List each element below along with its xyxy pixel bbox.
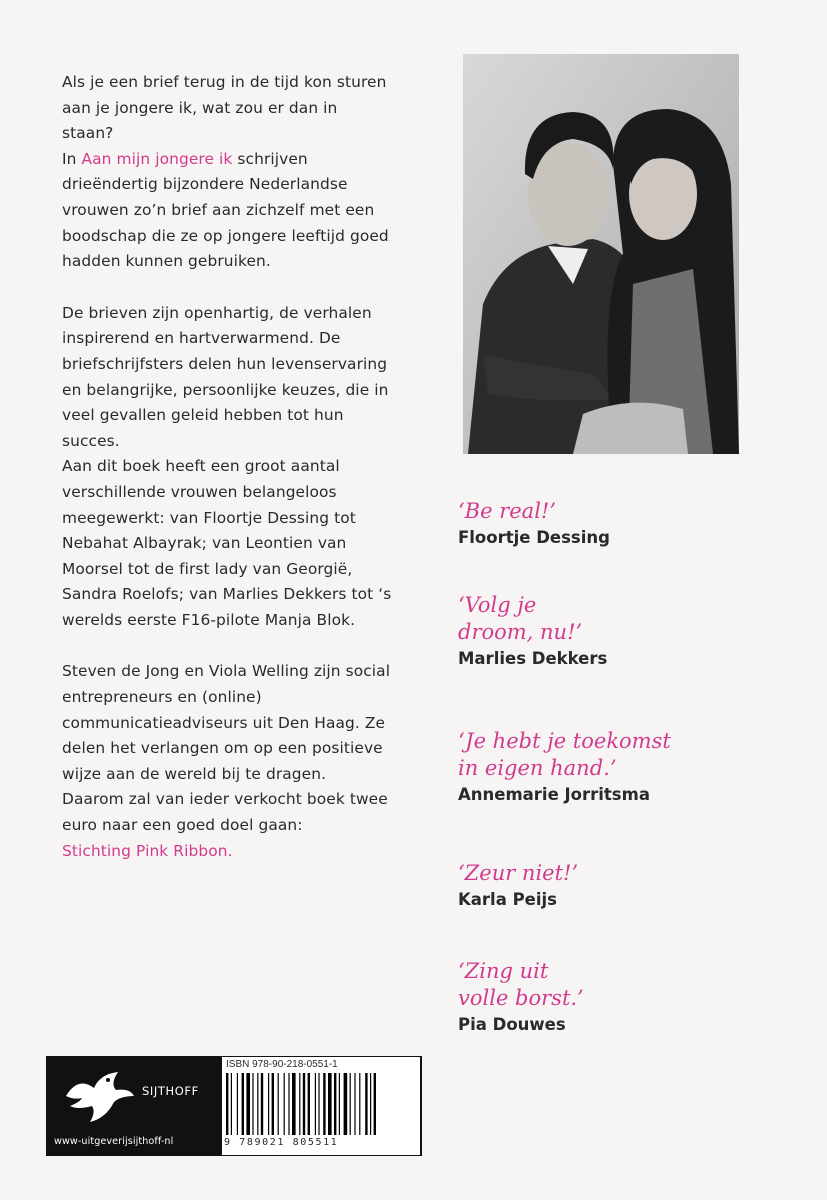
authors-paragraph: Steven de Jong en Viola Welling zijn social entrepreneurs en (online) communicatieadviseurs uit Den Haag. Ze delen het verlangen om op een positieve wijze aan de wereld bij te dragen. Daarom zal van ieder verkocht boek twee euro naar een goed doel gaan: Stichting Pink Ribbon. [62,662,391,860]
quote-author: Marlies Dekkers [458,649,608,668]
intro-paragraph: Als je een brief terug in de tijd kon sturen aan je jongere ik, wat zou er dan in staan? [62,73,387,143]
barcode-digits: 9 789021 805511 [224,1137,339,1148]
back-cover-text [62,70,392,864]
bird-logo-icon [60,1066,136,1126]
quote-author: Floortje Dessing [458,528,610,547]
charity-name: Stichting Pink Ribbon. [62,841,233,860]
quote-item [458,498,778,549]
quote-text: ‘Zing uit volle borst.’ [458,959,584,1010]
letters-paragraph: De brieven zijn openhartig, de verhalen inspirerend en hartverwarmend. De briefschrijfsters delen hun levenservaring en belangrijke, persoonlijke keuzes, die in veel gevallen geleid hebben tot hun succes. [62,303,389,450]
barcode-icon [226,1073,414,1135]
quote-text: ‘Zeur niet!’ [458,861,579,885]
quote-author: Karla Peijs [458,890,558,909]
quote-text: ‘Volg je droom, nu!’ [458,593,583,644]
quote-author: Annemarie Jorritsma [458,785,650,804]
quote-text: ‘Je hebt je toekomst in eigen hand.’ [458,729,671,780]
quote-text: ‘Be real!’ [458,499,557,523]
barcode-block [222,1057,420,1155]
authors-photo [463,54,739,454]
publisher-name: SIJTHOFF [142,1084,199,1098]
publisher-block [46,1056,222,1156]
quote-item [458,860,778,911]
quote-item [458,592,778,670]
isbn-label: ISBN 978-90-218-0551-1 [226,1059,338,1070]
book-intro-paragraph: In Aan mijn jongere ik schrijven drieëndertig bijzondere Nederlandse vrouwen zo’n brief aan zichzelf met een boodschap die ze op jongere leeftijd goed hadden kunnen gebruiken. [62,149,389,271]
contributors-paragraph: Aan dit boek heeft een groot aantal verschillende vrouwen belangeloos meegewerkt: van Floortje Dessing tot Nebahat Albayrak; van Leontien van Moorsel tot de first lady van Georgië, Sandra Roelofs; van Marlies Dekkers tot ‘s werelds eerste F16-pilote Manja Blok. [62,457,392,629]
quote-item [458,958,778,1036]
quote-item [458,728,778,806]
book-title: Aan mijn jongere ik [81,149,233,168]
quote-author: Pia Douwes [458,1015,566,1034]
footer-bar [46,1056,422,1156]
publisher-url: www-uitgeverijsijthoff-nl [54,1136,174,1147]
